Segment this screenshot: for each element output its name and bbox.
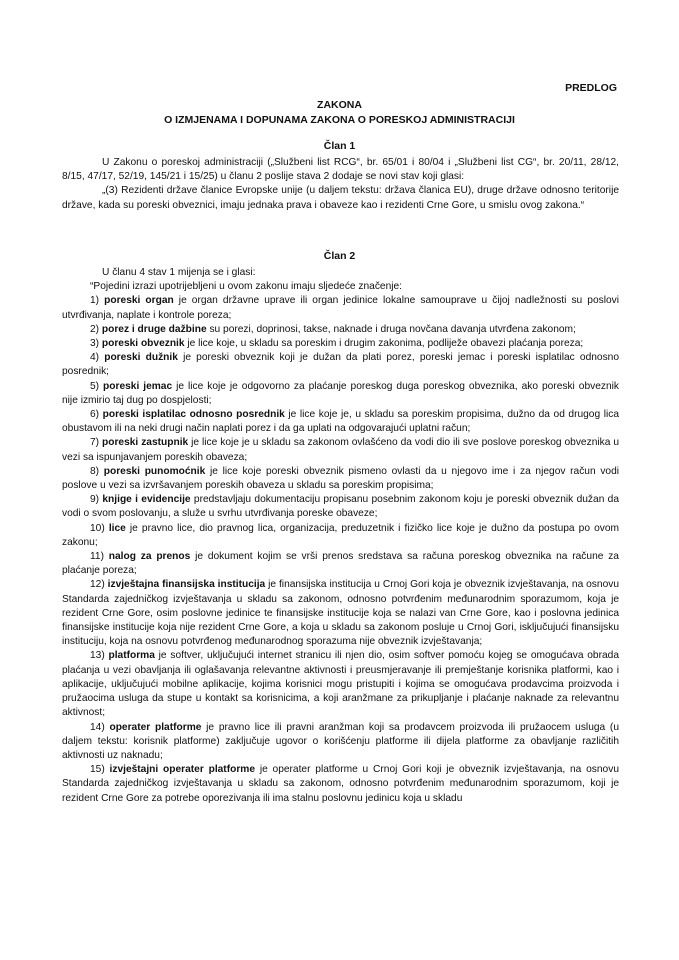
law-title-line1: ZAKONA (317, 99, 362, 111)
item-number: 14) (90, 721, 110, 733)
item-text: je poreski obveznik koji je dužan da plati porez, poreski jemac i poreski isplatilac odnosno posrednik; (62, 352, 619, 378)
definition-item (62, 578, 619, 649)
item-number: 10) (90, 522, 109, 534)
item-term: platforma (108, 650, 155, 662)
item-text: je operater platforme u Crnoj Gori koji je obveznik izvještavanja, na osnovu Standarda zajedničkog izvještavanja u skladu sa zakonom, odnosno potvrđenim međunarodnim sporazumom, koji je rezident Crne Gore za potrebe oporezivanja ili ima stalnu poslovnu jedinicu koja u skladu (62, 764, 619, 804)
item-term: poreski obveznik (101, 338, 185, 350)
item-text: je organ državne uprave ili organ jedinice lokalne samouprave u čijoj nadležnosti su poslovi utvrđivanja, naplate i kontrole poreza; (62, 295, 619, 321)
item-number: 5) (90, 380, 104, 392)
item-text: je pravno lice ili pravni aranžman koji sa prodavcem proizvoda ili pružaocem usluga (u daljem tekstu: korisnik platforme) zaključuje ugovor o korišćenju platforme ili dijela platforme za obavljanje različitih aktivnosti uz naknadu; (62, 721, 619, 761)
item-text: je finansijska institucija u Crnoj Gori koja je obveznik izvještavanja, na osnovu Standarda zajedničkog izvještavanja u skladu sa zakonom, odnosno potvrđenim međunarodnim sporazumom, koja je rezident Crne Gore, osim poslovne jedinice te finansijske institucije koja se nalazi van Crne Gore, kao i poslovna jedinica finansijske institucije koja nije rezident Crne Gore, a koja u skladu sa zakonom posluje u Crnoj Gori, isključujući finansijsku instituciju, koja na osnovu potvrđenog međunarodnog sporazuma nije obveznik izvještavanja; (62, 579, 619, 648)
item-term: poreski isplatilac odnosno posrednik (102, 409, 285, 421)
item-number: 1) (90, 295, 105, 307)
law-title-line2: O IZMJENAMA I DOPUNAMA ZAKONA O PORESKOJ ADMINISTRACIJI (164, 114, 515, 126)
item-term: nalog za prenos (108, 551, 191, 563)
item-number: 12) (90, 579, 108, 591)
item-term: poreski zastupnik (102, 437, 189, 449)
definition-item (62, 294, 619, 322)
definition-item (62, 649, 619, 720)
item-text: je dokument kojim se vrši prenos sredstava sa računa poreskog obveznika na račune za plaćanje poreza; (62, 551, 619, 577)
definition-item (62, 337, 619, 351)
item-number: 7) (90, 437, 103, 449)
clan1-quote: „(3) Rezidenti države članice Evropske unije (u daljem tekstu: država članica EU), druge države odnosno teritorije države, kada su poreski obveznici, imaju jednaka prava i obaveze kao i rezidenti Crne Gore, u smislu ovog zakona.“ (62, 185, 619, 211)
item-number: 15) (90, 764, 110, 776)
item-term: poreski punomoćnik (103, 465, 206, 477)
clan2-heading: Član 2 (323, 250, 356, 262)
item-text: je lice koje poreski obveznik pismeno ovlasti da u njegovo ime i za njegov račun vodi poslove u vezi sa izvršavanjem poreskih obaveza u skladu sa poreskim propisima; (62, 465, 620, 492)
definition-item (62, 408, 619, 436)
item-term: lice (108, 522, 126, 534)
definition-list (62, 294, 619, 805)
item-number: 6) (90, 409, 103, 421)
clan1-intro: U Zakonu o poreskoj administraciji („Službeni list RCG“, br. 65/01 i 80/04 i „Službeni list CG“, br. 20/11, 28/12, 8/15, 47/17, 52/19, 145/21 i 15/25) u članu 2 poslije stava 2 dodaje se novi stav koji glasi: (62, 157, 619, 183)
definition-item (62, 323, 619, 337)
predlog-label: PREDLOG (565, 82, 617, 94)
definition-item (62, 522, 619, 550)
item-term: izvještajni operater platforme (109, 764, 256, 776)
item-text: su porezi, doprinosi, takse, naknade i druga novčana davanja utvrđena zakonom; (206, 323, 576, 335)
clan2-lead: “Pojedini izrazi upotrijebljeni u ovom zakonu imaju sljedeće značenje: (90, 281, 403, 293)
item-term: poreski dužnik (104, 352, 178, 364)
item-text: je lice koje je, u skladu sa poreskim propisima, dužno da od drugog lica obustavom ili na neki drugi način naplati porez i da ga uplati na odgovarajući uplatni račun; (62, 409, 619, 435)
item-term: poreski organ (104, 295, 174, 307)
item-term: operater platforme (109, 721, 202, 733)
item-text: je lice koje je u skladu sa zakonom ovlašćeno da vodi dio ili sve poslove poreskog obveznika u vezi sa ispunjavanjem poreskih obaveza; (62, 437, 619, 463)
item-term: poreski jemac (103, 380, 173, 392)
item-term: knjige i evidencije (102, 494, 191, 506)
definition-item (62, 465, 619, 493)
definition-item (62, 436, 619, 464)
item-text: je pravno lice, dio pravnog lica, organizacija, preduzetnik i fizičko lice koje je dužno da postupa po ovom zakonu; (62, 522, 619, 548)
item-number: 2) (90, 323, 102, 335)
item-number: 9) (90, 494, 103, 506)
item-text: predstavljaju dokumentaciju propisanu posebnim zakonom koju je poreski obveznik dužan da vodi o svom poslovanju, a služe u svrhu utvrđivanja poreske obaveze; (62, 494, 620, 520)
clan1-heading: Član 1 (323, 140, 356, 152)
item-term: porez i druge dažbine (101, 323, 207, 335)
definition-item (62, 550, 619, 578)
definition-item (62, 380, 619, 408)
item-term: izvještajna finansijska institucija (107, 579, 266, 591)
definition-item (62, 763, 619, 806)
item-number: 8) (90, 465, 104, 477)
clan1-body (62, 156, 619, 213)
item-number: 13) (90, 650, 109, 662)
item-number: 11) (90, 551, 109, 563)
clan2-body (62, 266, 619, 806)
definition-item (62, 351, 619, 379)
item-number: 3) (90, 338, 102, 350)
definition-item (62, 721, 619, 764)
item-text: je lice koje, u skladu sa poreskim i drugim zakonima, podliježe obavezi plaćanja poreza; (184, 338, 584, 350)
clan2-intro: U članu 4 stav 1 mijenja se i glasi: (102, 267, 256, 278)
item-text: je lice koje je odgovorno za plaćanje poreskog duga poreskog obveznika, ako poreski obveznik nije izmirio taj dug po dospjelosti; (62, 380, 619, 406)
item-number: 4) (90, 352, 105, 364)
item-text: je softver, uključujući internet stranicu ili njen dio, osim softver pomoću kojeg se omogućava obrada plaćanja u vezi obavljanja ili oglašavanja relevantne aktivnosti i preusmjeravanje ili premještanje korisnika platformi, kao i aplikacije, uključujući mobilne aplikacije, kojima korisnici mogu pristupiti i kojima se omogućava prodavcima proizvoda i pružaocima usluga da stupe u kontakt sa korisnicima, a koji aranžmane za prikupljanje i plaćanje naknade za relevantnu aktivnost; (62, 650, 619, 719)
definition-item (62, 493, 619, 521)
